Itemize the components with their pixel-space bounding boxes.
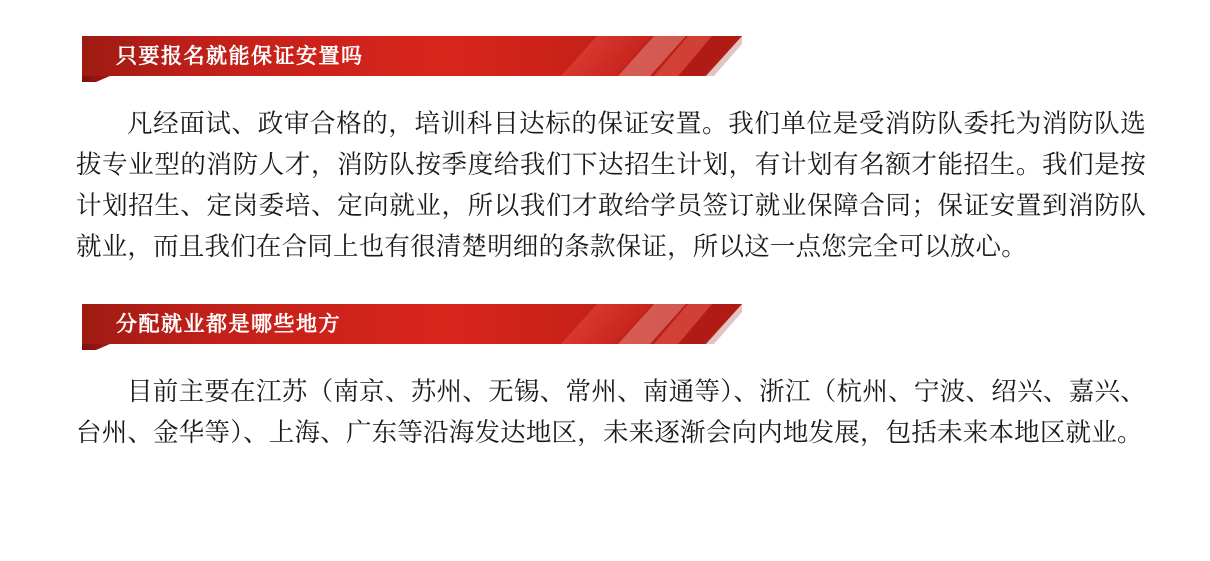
section-2-heading: 分配就业都是哪些地方 xyxy=(116,312,341,336)
top-spacer xyxy=(0,0,1210,36)
section-1-heading: 只要报名就能保证安置吗 xyxy=(116,44,364,68)
section-2-banner xyxy=(82,304,742,350)
section-1-body: 凡经面试、政审合格的，培训科目达标的保证安置。我们单位是受消防队委托为消防队选拔专业型的消防人才，消防队按季度给我们下达招生计划，有计划有名额才能招生。我们是按计划招生、定岗委培、定向就业，所以我们才敢给学员签订就业保障合同；保证安置到消防队就业，而且我们在合同上也有很清楚明细的条款保证，所以这一点您完全可以放心。 xyxy=(76,110,1146,261)
section-spacer xyxy=(0,268,1210,304)
document-section-1 xyxy=(0,36,1210,268)
section-2-heading-spacer xyxy=(0,350,1210,372)
document-section-2 xyxy=(0,304,1210,454)
section-1-banner xyxy=(82,36,742,82)
section-1-heading-spacer xyxy=(0,82,1210,104)
section-2-body: 目前主要在江苏（南京、苏州、无锡、常州、南通等）、浙江（杭州、宁波、绍兴、嘉兴、台州、金华等）、上海、广东等沿海发达地区，未来逐渐会向内地发展，包括未来本地区就业。 xyxy=(76,378,1146,447)
